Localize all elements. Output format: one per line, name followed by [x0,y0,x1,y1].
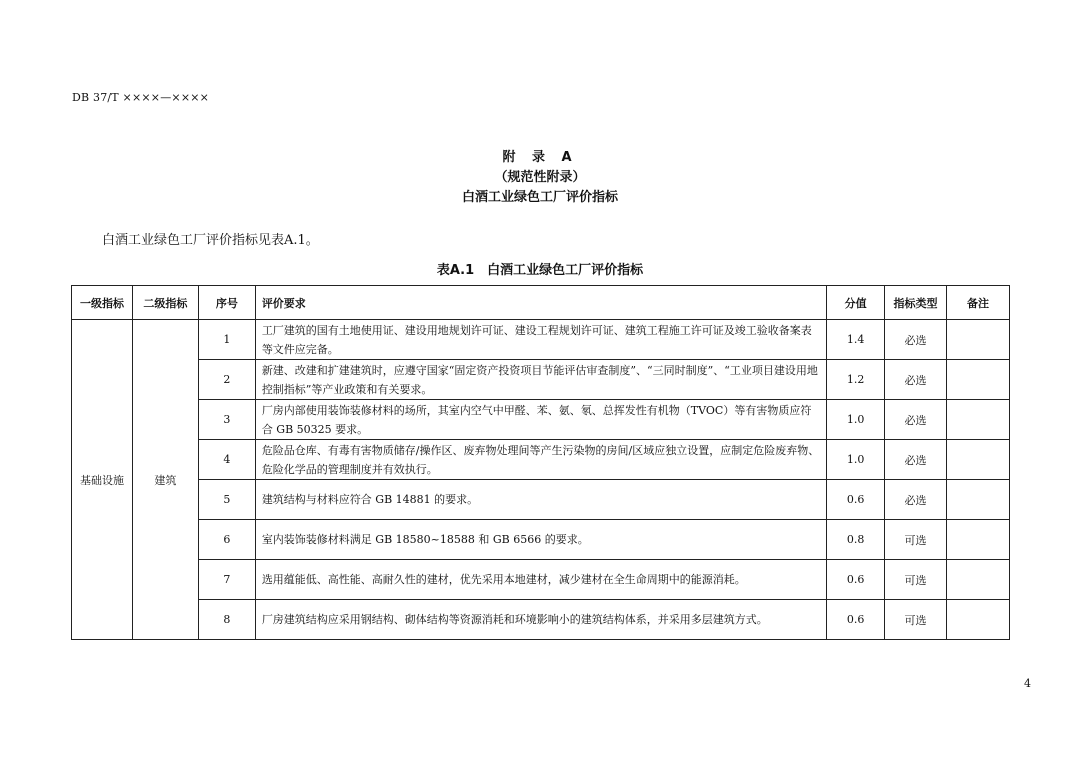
table-row [72,560,1010,600]
row-type: 可选 [885,600,947,640]
row-number: 6 [198,520,255,560]
row-type: 必选 [885,480,947,520]
row-type: 必选 [885,320,947,360]
intro-paragraph: 白酒工业绿色工厂评价指标见表A.1。 [102,233,319,248]
table-row [72,480,1010,520]
table-row [72,520,1010,560]
row-number: 7 [198,560,255,600]
table-row [72,320,1010,360]
row-score: 1.0 [827,440,885,480]
evaluation-table [71,285,1010,640]
row-type: 必选 [885,400,947,440]
row-note [947,440,1010,480]
header-type: 指标类型 [885,286,947,320]
row-note [947,320,1010,360]
level2-cell: 建筑 [132,320,198,640]
table-row [72,360,1010,400]
appendix-heading [0,150,1080,206]
row-requirement: 厂房建筑结构应采用钢结构、砌体结构等资源消耗和环境影响小的建筑结构体系，并采用多层建筑方式。 [255,600,826,640]
row-note [947,400,1010,440]
row-score: 1.4 [827,320,885,360]
header-number: 序号 [198,286,255,320]
row-score: 0.6 [827,560,885,600]
row-score: 0.6 [827,600,885,640]
row-note [947,560,1010,600]
row-note [947,600,1010,640]
level1-cell: 基础设施 [72,320,133,640]
row-type: 可选 [885,520,947,560]
row-note [947,480,1010,520]
row-number: 2 [198,360,255,400]
table-row [72,440,1010,480]
row-requirement: 危险品仓库、有毒有害物质储存/操作区、废弃物处理间等产生污染物的房间/区域应独立设置，应制定危险废弃物、危险化学品的管理制度并有效执行。 [255,440,826,480]
row-number: 4 [198,440,255,480]
appendix-subtitle: （规范性附录） [494,170,586,185]
row-requirement: 建筑结构与材料应符合 GB 14881 的要求。 [255,480,826,520]
header-note: 备注 [947,286,1010,320]
row-requirement: 选用蕴能低、高性能、高耐久性的建材，优先采用本地建材，减少建材在全生命周期中的能源消耗。 [255,560,826,600]
row-number: 3 [198,400,255,440]
row-score: 1.2 [827,360,885,400]
header-level2: 二级指标 [132,286,198,320]
header-level1: 一级指标 [72,286,133,320]
row-note [947,360,1010,400]
appendix-name: 白酒工业绿色工厂评价指标 [461,190,618,205]
table-caption: 表A.1 白酒工业绿色工厂评价指标 [436,263,644,278]
table-row [72,600,1010,640]
row-requirement: 厂房内部使用装饰装修材料的场所，其室内空气中甲醛、苯、氨、氡、总挥发性有机物（TVOC）等有害物质应符合 GB 50325 要求。 [255,400,826,440]
row-type: 可选 [885,560,947,600]
page-number: 4 [1024,677,1031,690]
appendix-title: 附 录 A [502,150,578,165]
header-requirement: 评价要求 [255,286,826,320]
row-score: 0.6 [827,480,885,520]
row-number: 1 [198,320,255,360]
row-note [947,520,1010,560]
table-header-row [72,286,1010,320]
row-requirement: 新建、改建和扩建建筑时，应遵守国家“固定资产投资项目节能评估审查制度”、“三同时制度”、“工业项目建设用地控制指标”等产业政策和有关要求。 [255,360,826,400]
header-score: 分值 [827,286,885,320]
row-requirement: 室内装饰装修材料满足 GB 18580~18588 和 GB 6566 的要求。 [255,520,826,560]
row-requirement: 工厂建筑的国有土地使用证、建设用地规划许可证、建设工程规划许可证、建筑工程施工许可证及竣工验收备案表等文件应完备。 [255,320,826,360]
row-score: 1.0 [827,400,885,440]
row-number: 5 [198,480,255,520]
row-type: 必选 [885,360,947,400]
row-score: 0.8 [827,520,885,560]
row-type: 必选 [885,440,947,480]
table-row [72,400,1010,440]
document-code: DB 37/T ××××—×××× [72,91,210,104]
row-number: 8 [198,600,255,640]
